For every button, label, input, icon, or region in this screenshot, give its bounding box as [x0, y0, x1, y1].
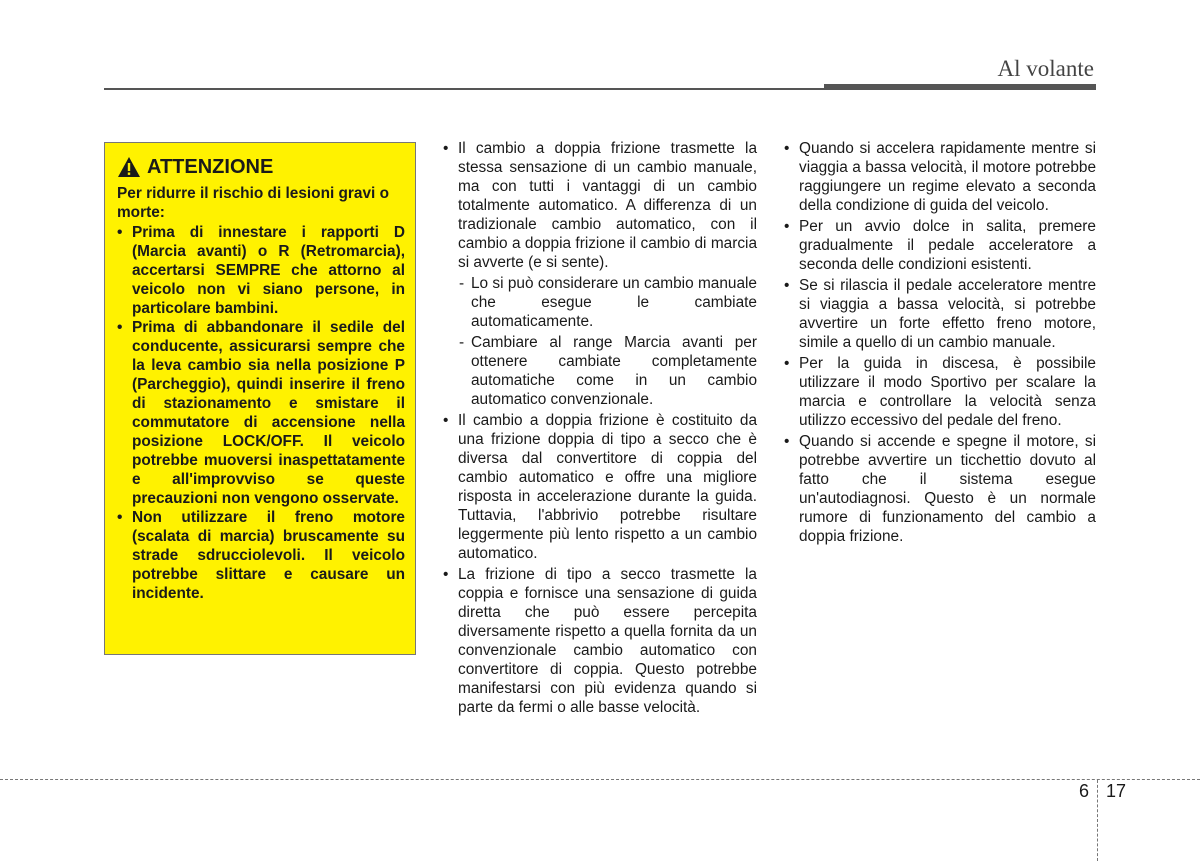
list-item: • Per la guida in discesa, è possibile utilizzare il modo Sportivo per scalare la marcia e controllare la velocità senza utilizzo eccessivo del pedale del freno.: [784, 354, 1096, 430]
sub-list: [458, 274, 757, 409]
warning-title: ATTENZIONE: [147, 156, 274, 178]
warning-item: • Non utilizzare il freno motore (scalata di marcia) bruscamente su strade sdrucciolevoli. Il veicolo potrebbe slittare e causare un incidente.: [117, 508, 405, 603]
sub-item: - Lo si può considerare un cambio manuale che esegue le cambiate automaticamente.: [459, 275, 757, 330]
page-number: 17: [1106, 781, 1127, 801]
list-item-text: Il cambio a doppia frizione trasmette la stessa sensazione di un cambio manuale, ma con tutti i vantaggi di un cambio totalmente automatico. A differenza di un tradizionale cambio automatico, con il cambio a doppia frizione il cambio di marcia si avverte (e si sente).: [458, 140, 757, 271]
warning-box: [104, 142, 416, 655]
middle-column: [443, 139, 757, 719]
list-item: • Quando si accende e spegne il motore, si potrebbe avvertire un ticchettio dovuto al fatto che il sistema esegue un'autodiagnosi. Questo è un normale rumore di funzionamento del cambio a doppia frizione.: [784, 432, 1096, 546]
warning-intro: Per ridurre il rischio di lesioni gravi o morte:: [117, 185, 389, 221]
warning-item: • Prima di abbandonare il sedile del conducente, assicurarsi sempre che la leva cambio sia nella posizione P (Parcheggio), quindi inserire il freno di stazionamento e smistare il commutatore di accensione nella posizione LOCK/OFF. Il veicolo potrebbe muoversi inaspettatamente e all'improvviso se queste precauzioni non vengono osservate.: [117, 318, 405, 508]
page-header-title: Al volante: [997, 56, 1094, 81]
right-column: [784, 139, 1096, 548]
section-number: 6: [1079, 781, 1090, 801]
warning-triangle-icon: [117, 156, 141, 178]
sub-item-text: Lo si può considerare un cambio manuale che esegue le cambiate automaticamente.: [471, 275, 757, 330]
sub-item: - Cambiare al range Marcia avanti per ottenere cambiate completamente automatiche come in un cambio automatico convenzionale.: [459, 334, 757, 408]
middle-list: [443, 139, 757, 717]
list-item: • Per un avvio dolce in salita, premere gradualmente il pedale acceleratore a seconda delle condizioni esistenti.: [784, 217, 1096, 274]
warning-list: [117, 223, 405, 603]
list-item: • Quando si accelera rapidamente mentre si viaggia a bassa velocità, il motore potrebbe raggiungere un regime elevato a seconda della condizione di guida del veicolo.: [784, 139, 1096, 215]
list-item: • Se si rilascia il pedale acceleratore mentre si viaggia a bassa velocità, si potrebbe avvertire un forte effetto freno motore, simile a quello di un cambio manuale.: [784, 276, 1096, 352]
list-item: • La frizione di tipo a secco trasmette la coppia e fornisce una sensazione di guida diretta che può essere percepita diversamente rispetto a quella fornita da un convenzionale cambio automatico con convertitore di coppia. Questo potrebbe manifestarsi con più evidenza quando si parte da fermi o alle basse velocità.: [443, 565, 757, 717]
warning-header: [117, 155, 405, 179]
footer-divider: [0, 779, 1200, 780]
sub-item-text: Cambiare al range Marcia avanti per ottenere cambiate completamente automatiche come in un cambio automatico convenzionale.: [471, 334, 757, 408]
footer-vertical-divider: [1097, 780, 1098, 861]
warning-item: • Prima di innestare i rapporti D (Marcia avanti) o R (Retromarcia), accertarsi SEMPRE che attorno al veicolo non vi siano persone, in particolare bambini.: [117, 223, 405, 318]
right-list: [784, 139, 1096, 546]
list-item: [443, 139, 757, 409]
list-item: • Il cambio a doppia frizione è costituito da una frizione doppia di tipo a secco che è diversa dal convertitore di coppia del cambio automatico e offre una migliore risposta in accelerazione durante la guida. Tuttavia, l'abbrivio potrebbe risultare leggermente più lento rispetto a un cambio automatico.: [443, 411, 757, 563]
header-rule-thick: [824, 84, 1096, 90]
